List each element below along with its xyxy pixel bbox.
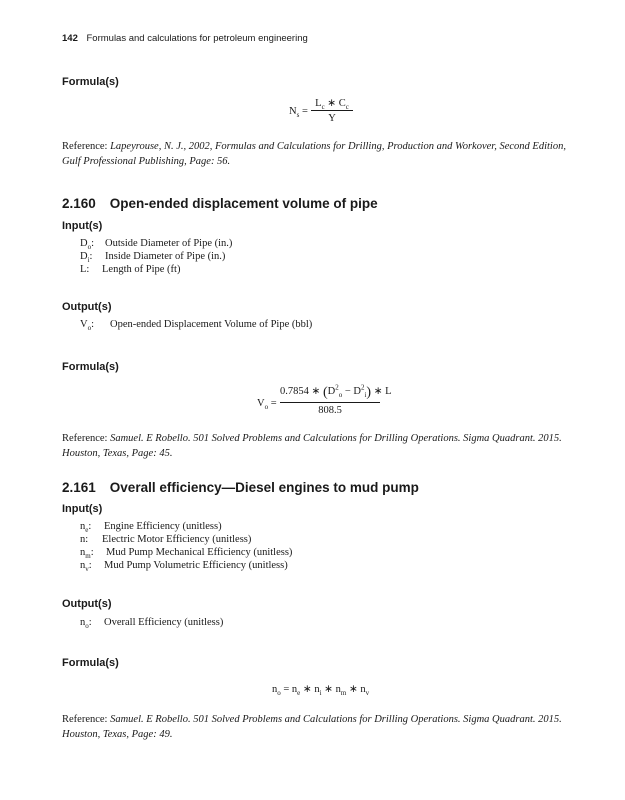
input-heading: Input(s)	[62, 503, 103, 515]
efficiency-equation: $n_o = n_e$ ∗ $n_i$ ∗ $n_m$ ∗ $n_v$	[272, 684, 370, 698]
fraction-bar	[280, 402, 380, 403]
top-reference: Reference: Lapeyrouse, N. J., 2002, Formulas and Calculations for Drilling, Production and Workover, Second Edition, Gulf Professional Publishing, Page: 56.	[62, 141, 566, 167]
page-number: 142	[62, 33, 78, 44]
input-item: $n_e$: Engine Efficiency (unitless)	[80, 521, 222, 535]
top-equation-lhs: $N_s$ =	[289, 106, 308, 120]
volume-fraction-numerator: 0.7854 ∗ $(D^2_o - D^2_i)$ ∗ L	[280, 383, 392, 400]
section-title: Open-ended displacement volume of pipe	[109, 196, 378, 211]
formula-heading: Formula(s)	[62, 657, 119, 669]
volume-fraction-denominator: 808.5	[318, 405, 342, 416]
top-fraction-denominator: Y	[328, 113, 336, 124]
running-title: Formulas and calculations for petroleum engineering	[86, 33, 308, 44]
top-equation-fraction	[311, 97, 353, 124]
section-number: 2.160	[62, 196, 96, 211]
input-item: $n_m$: Mud Pump Mechanical Efficiency (unitless)	[80, 547, 293, 561]
output-item: $n_o$: Overall Efficiency (unitless)	[80, 617, 224, 631]
section-2-161-heading	[62, 480, 419, 495]
formula-heading: Formula(s)	[62, 76, 119, 88]
section-title: Overall efficiency—Diesel engines to mud pump	[109, 480, 419, 495]
section-2-160-reference: Reference: Samuel. E Robello. 501 Solved Problems and Calculations for Drilling Operations. Sigma Quadrant. 2015. Houston, Texas, Page: 45.	[62, 433, 562, 459]
input-item: L: Length of Pipe (ft)	[80, 264, 181, 275]
running-header	[62, 33, 308, 44]
output-heading: Output(s)	[62, 301, 112, 313]
formula-heading: Formula(s)	[62, 361, 119, 373]
input-heading: Input(s)	[62, 220, 103, 232]
input-item: $D_o$: Outside Diameter of Pipe (in.)	[80, 238, 233, 252]
section-2-160-heading	[62, 196, 378, 211]
section-number: 2.161	[62, 480, 96, 495]
input-item: $n_v$: Mud Pump Volumetric Efficiency (unitless)	[80, 560, 288, 574]
output-heading: Output(s)	[62, 598, 112, 610]
top-fraction-numerator: $L_c$ ∗ $C_c$	[315, 98, 349, 112]
input-item: $D_i$: Inside Diameter of Pipe (in.)	[80, 251, 226, 265]
volume-equation-lhs: $V_o$ =	[257, 398, 277, 412]
input-item: n: Electric Motor Efficiency (unitless)	[80, 534, 252, 545]
section-2-161-reference: Reference: Samuel. E Robello. 501 Solved Problems and Calculations for Drilling Operations. Sigma Quadrant. 2015. Houston, Texas, Page: 49.	[62, 714, 562, 740]
output-item: $V_o$: Open-ended Displacement Volume of Pipe (bbl)	[80, 319, 313, 333]
volume-equation-fraction	[280, 383, 392, 416]
